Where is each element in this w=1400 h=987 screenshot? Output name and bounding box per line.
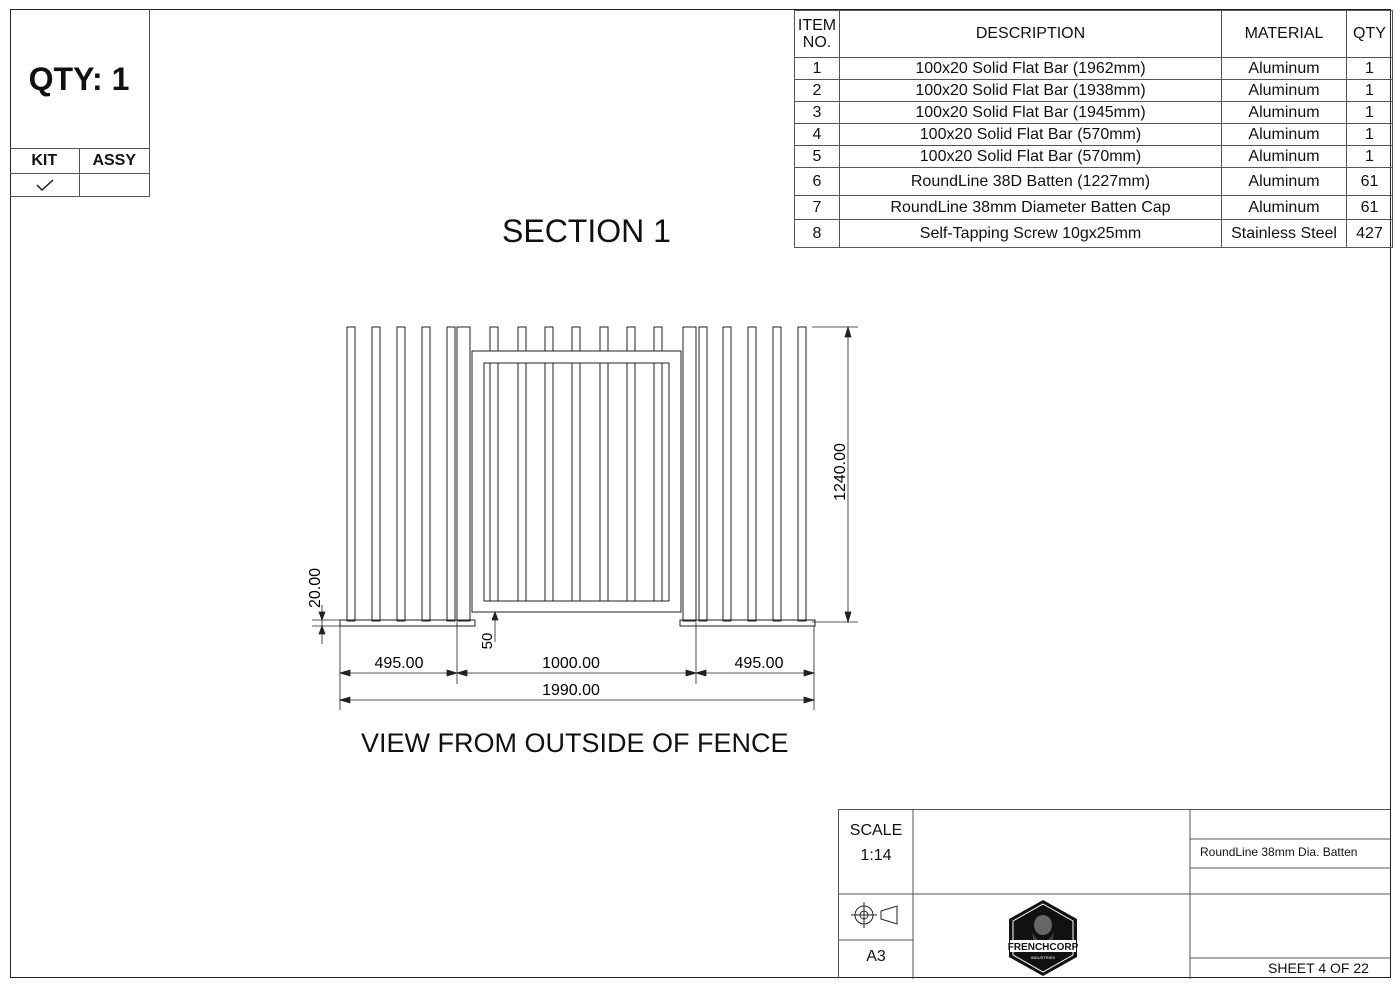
bom-cell-item: 7	[795, 196, 840, 220]
gate-outer-frame	[472, 351, 681, 612]
overall-dim-label: 1990.00	[542, 682, 600, 699]
batten	[422, 327, 430, 621]
gate-batten-top	[518, 327, 526, 351]
bom-cell-description: 100x20 Solid Flat Bar (1938mm)	[840, 80, 1222, 102]
bom-cell-qty: 1	[1347, 102, 1393, 124]
batten	[627, 363, 635, 601]
gate-batten-top	[600, 327, 608, 351]
bom-cell-description: 100x20 Solid Flat Bar (570mm)	[840, 146, 1222, 168]
gate-gap-label: 50	[479, 632, 496, 650]
bom-cell-material: Aluminum	[1222, 196, 1347, 220]
bom-cell-description: RoundLine 38mm Diameter Batten Cap	[840, 196, 1222, 220]
batten	[723, 327, 731, 621]
bom-cell-qty: 1	[1347, 124, 1393, 146]
sheet-number: SHEET 4 OF 22	[1268, 960, 1369, 976]
bom-cell-qty: 61	[1347, 196, 1393, 220]
title-block	[838, 809, 1390, 978]
projection-icon	[851, 902, 897, 928]
bom-cell-qty: 1	[1347, 80, 1393, 102]
batten	[545, 363, 553, 601]
right-panel-dim-label: 495.00	[734, 655, 784, 672]
bom-cell-material: Aluminum	[1222, 168, 1347, 196]
batten	[347, 327, 355, 621]
gate-batten-top	[572, 327, 580, 351]
scale-value: 1:14	[860, 847, 892, 864]
kit-label: KIT	[10, 149, 80, 173]
left-panel-dim-label: 495.00	[374, 655, 424, 672]
view-title: VIEW FROM OUTSIDE OF FENCE	[361, 728, 789, 758]
bom-header-description: DESCRIPTION	[840, 11, 1222, 58]
bom-cell-item: 2	[795, 80, 840, 102]
height-dim-label: 1240.00	[832, 443, 849, 501]
batten	[600, 363, 608, 601]
title-block-grid	[839, 810, 1391, 979]
bom-cell-item: 6	[795, 168, 840, 196]
bom-cell-material: Aluminum	[1222, 80, 1347, 102]
bom-cell-material: Stainless Steel	[1222, 220, 1347, 248]
right-gate-post	[683, 327, 696, 621]
gate-batten-top	[627, 327, 635, 351]
bom-header-item-text: ITEM NO.	[797, 17, 837, 51]
bom-header-qty: QTY	[1347, 11, 1393, 58]
batten	[397, 327, 405, 621]
assy-label: ASSY	[92, 152, 137, 169]
bom-cell-material: Aluminum	[1222, 124, 1347, 146]
bom-cell-item: 3	[795, 102, 840, 124]
frenchcorp-logo	[1003, 898, 1083, 978]
gate-batten-top	[654, 327, 662, 351]
base-gap-label: 20.00	[307, 567, 324, 609]
sheet-size: A3	[866, 948, 886, 965]
bom-cell-description: RoundLine 38D Batten (1227mm)	[840, 168, 1222, 196]
bom-cell-item: 4	[795, 124, 840, 146]
bom-cell-qty: 1	[1347, 146, 1393, 168]
batten	[773, 327, 781, 621]
left-gate-post	[457, 327, 470, 621]
batten	[572, 363, 580, 601]
bom-cell-qty: 1	[1347, 58, 1393, 80]
bom-cell-description: 100x20 Solid Flat Bar (1962mm)	[840, 58, 1222, 80]
logo-text: FRENCHCORP	[1007, 942, 1079, 953]
base-gap-dimension	[312, 605, 340, 644]
bom-header-material: MATERIAL	[1222, 11, 1347, 58]
bom-cell-item: 1	[795, 58, 840, 80]
gate-batten-top	[545, 327, 553, 351]
part-name: RoundLine 38mm Dia. Batten	[1200, 845, 1358, 859]
gate-dim-label: 1000.00	[542, 655, 600, 672]
batten	[372, 327, 380, 621]
batten	[748, 327, 756, 621]
bom-cell-item: 5	[795, 146, 840, 168]
gate-batten-top	[490, 327, 498, 351]
logo-subtext: INDUSTRIES	[1030, 955, 1056, 960]
gate-inner-frame	[484, 363, 669, 601]
bom-cell-description: 100x20 Solid Flat Bar (570mm)	[840, 124, 1222, 146]
qty-title: QTY: 1	[28, 61, 130, 97]
bom-cell-item: 8	[795, 220, 840, 248]
bom-cell-material: Aluminum	[1222, 146, 1347, 168]
batten	[490, 363, 498, 601]
bom-cell-material: Aluminum	[1222, 58, 1347, 80]
batten	[798, 327, 806, 621]
section-title: SECTION 1	[502, 213, 671, 249]
bom-cell-qty: 427	[1347, 220, 1393, 248]
bom-cell-description: 100x20 Solid Flat Bar (1945mm)	[840, 102, 1222, 124]
batten	[518, 363, 526, 601]
scale-label: SCALE	[849, 822, 903, 839]
batten	[447, 327, 455, 621]
batten	[699, 327, 707, 621]
battens-group	[347, 327, 806, 621]
bom-cell-qty: 61	[1347, 168, 1393, 196]
bom-cell-description: Self-Tapping Screw 10gx25mm	[840, 220, 1222, 248]
batten	[654, 363, 662, 601]
bom-cell-material: Aluminum	[1222, 102, 1347, 124]
